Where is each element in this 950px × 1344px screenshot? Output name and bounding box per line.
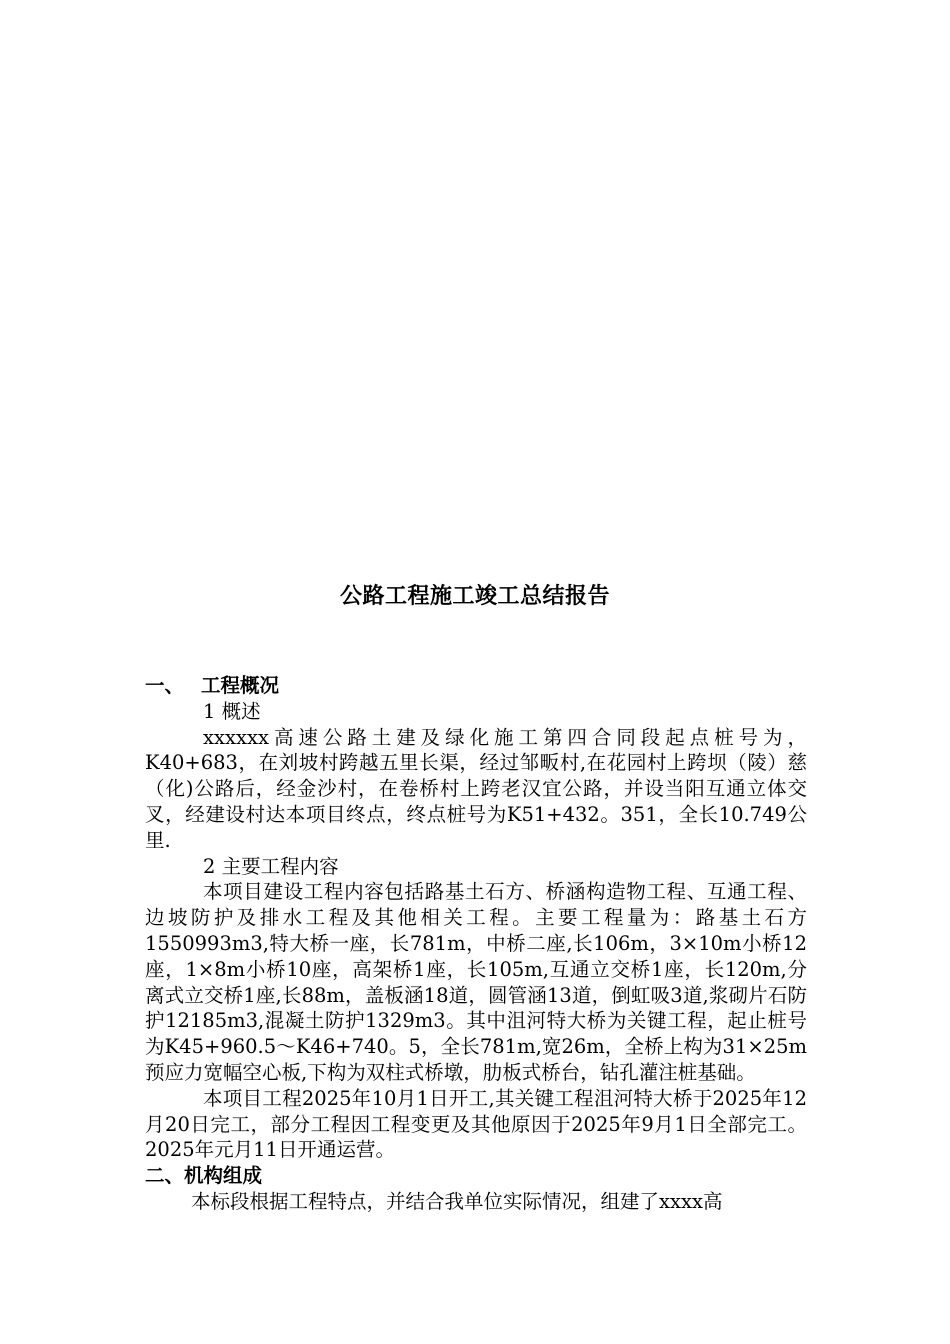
subsection-heading-summary: 1 概述 xyxy=(203,699,261,723)
report-body xyxy=(145,673,807,1215)
subsection-heading-main-works: 2 主要工程内容 xyxy=(203,854,339,878)
paragraph-organization: 本标段根据工程特点，并结合我单位实际情况，组建了xxxx高 xyxy=(191,1189,723,1213)
section-heading-overview xyxy=(145,673,807,699)
section-title: 工程概况 xyxy=(201,674,280,697)
paragraph-schedule: 本项目工程2025年10月1日开工,其关键工程沮河特大桥于2025年12月20日完工，部分工程因工程变更及其他原因于2025年9月1日全部完工。2025年元月11日开通运营。 xyxy=(145,1086,807,1162)
paragraph-summary: xxxxxx高速公路土建及绿化施工第四合同段起点桩号为，K40+683，在刘坡村跨越五里长渠，经过邹畈村,在花园村上跨坝（陵）慈（化)公路后，经金沙村，在卷桥村上跨老汉宜公路，并设当阳互通立体交叉，经建设村达本项目终点，终点桩号为K51+432。351，全长10.749公里. xyxy=(145,725,807,852)
section-heading-organization: 二、机构组成 xyxy=(145,1164,263,1188)
paragraph-main-works: 本项目建设工程内容包括路基土石方、桥涵构造物工程、互通工程、边坡防护及排水工程及其他相关工程。主要工程量为：路基土石方1550993m3,特大桥一座，长781m，中桥二座,长106m，3×10m小桥12座，1×8m小桥10座，高架桥1座，长105m,互通立交桥1座，长120m,分离式立交桥1座,长88m，盖板涵18道，圆管涵13道，倒虹吸3道,浆砌片石防护12185m3,混凝土防护1329m3。其中沮河特大桥为关键工程，起止桩号为K45+960.5～K46+740。5，全长781m,宽26m，全桥上构为31×25m预应力宽幅空心板,下构为双柱式桥墩，肋板式桥台，钻孔灌注桩基础。 xyxy=(145,880,807,1084)
report-title: 公路工程施工竣工总结报告 xyxy=(339,584,610,609)
section-number: 一、 xyxy=(145,674,185,697)
